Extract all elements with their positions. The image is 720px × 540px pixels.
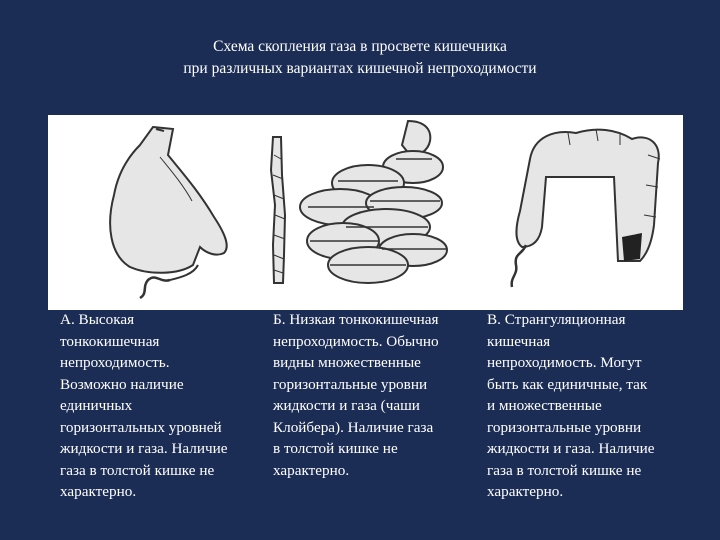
caption-line: Б. Низкая тонкокишечная bbox=[273, 311, 439, 328]
caption-line: А. Высокая bbox=[60, 311, 135, 328]
caption-a bbox=[60, 309, 228, 503]
caption-line: газа в толстой кишке не bbox=[487, 461, 642, 479]
caption-line: В. Странгуляционная bbox=[487, 311, 626, 328]
caption-b bbox=[273, 309, 439, 481]
caption-line: горизонтальные уровни bbox=[273, 375, 428, 393]
caption-line: кишечная bbox=[487, 332, 551, 350]
caption-line: Возможно наличие bbox=[60, 375, 184, 393]
caption-line: горизонтальные уровни bbox=[487, 418, 642, 436]
caption-line: характерно. bbox=[487, 483, 564, 500]
caption-line: непроходимость. bbox=[60, 354, 170, 371]
caption-line: газа в толстой кишке не bbox=[60, 461, 215, 479]
diagram-svg bbox=[48, 115, 683, 310]
caption-line: горизонтальных уровней bbox=[60, 418, 222, 436]
caption-line: непроходимость. Обычно bbox=[273, 332, 439, 350]
caption-line: быть как единичные, так bbox=[487, 375, 648, 393]
caption-line: и множественные bbox=[487, 397, 602, 414]
caption-line: жидкости и газа. Наличие bbox=[60, 440, 228, 457]
caption-line: Клойбера). Наличие газа bbox=[273, 418, 434, 436]
caption-line: жидкости и газа (чаши bbox=[273, 397, 420, 414]
caption-line: характерно. bbox=[273, 461, 350, 479]
caption-line: единичных bbox=[60, 397, 133, 414]
intestine-diagram bbox=[48, 115, 683, 310]
slide-title bbox=[0, 36, 720, 80]
caption-line: непроходимость. Могут bbox=[487, 354, 642, 371]
caption-line: в толстой кишке не bbox=[273, 440, 398, 457]
title-line-1: Схема скопления газа в просвете кишечника bbox=[213, 38, 507, 55]
diagram-c-colon bbox=[512, 129, 660, 287]
caption-line: жидкости и газа. Наличие bbox=[487, 440, 655, 457]
caption-line: характерно. bbox=[60, 483, 137, 500]
caption-line: видны множественные bbox=[273, 354, 421, 371]
title-line-2: при различных вариантах кишечной непроходимости bbox=[183, 60, 537, 77]
caption-line: тонкокишечная bbox=[60, 332, 160, 350]
diagram-c-gas-dark bbox=[622, 233, 642, 261]
diagram-b-loops bbox=[271, 121, 447, 283]
caption-c bbox=[487, 309, 655, 503]
diagram-a-stomach bbox=[110, 127, 227, 298]
